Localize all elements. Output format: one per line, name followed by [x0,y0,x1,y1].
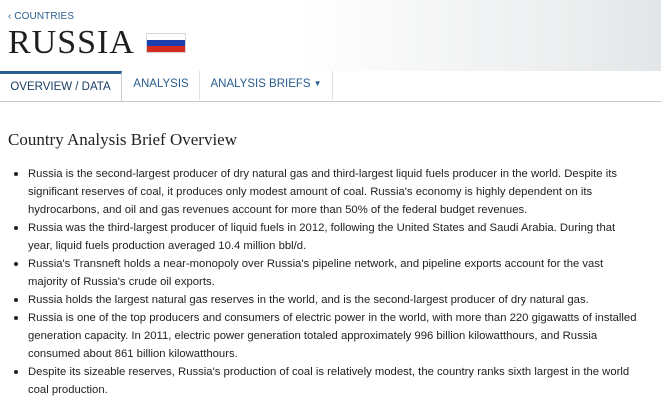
tab-label: OVERVIEW / DATA [10,81,111,93]
overview-bullet-list [11,165,641,399]
tab-label: ANALYSIS [133,78,189,90]
flag-stripe-red [147,46,185,52]
page-header [0,0,661,71]
list-item: Russia's Transneft holds a near-monopoly over Russia's pipeline network, and pipeline exports account for the vast majority of Russia's crude oil exports. [11,255,641,291]
tab-analysis-briefs[interactable] [200,71,333,100]
section-title: Country Analysis Brief Overview [8,130,237,149]
tab-label: ANALYSIS BRIEFS [210,78,311,90]
list-item: Russia holds the largest natural gas reserves in the world, and is the second-largest producer of dry natural gas. [11,291,641,309]
list-item: Russia is the second-largest producer of dry natural gas and third-largest liquid fuels producer in the world. Despite its significant reserves of coal, it produces only modest amount of coal. Russia's economy is highly dependent on its hydrocarbons, and oil and gas revenues account for more than 50% of the federal budget revenues. [11,165,641,219]
tab-bar [0,71,661,102]
caret-down-icon: ▼ [313,79,322,88]
russia-flag-icon [146,33,186,53]
list-item: Russia was the third-largest producer of liquid fuels in 2012, following the United States and Saudi Arabia. During that year, liquid fuels production averaged 10.4 million bbl/d. [11,219,641,255]
list-item: Despite its sizeable reserves, Russia's production of coal is relatively modest, the country ranks sixth largest in the world coal production. [11,363,641,399]
tab-overview-data[interactable] [0,71,122,101]
page-title: RUSSIA [8,24,135,61]
list-item: Russia is one of the top producers and consumers of electric power in the world, with more than 220 gigawatts of installed generation capacity. In 2011, electric power generation totaled approximately 996 billion kilowatthours, and Russia consumed about 861 billion kilowatthours. [11,309,641,363]
tab-analysis[interactable] [123,71,200,100]
back-to-countries-link[interactable]: ‹ COUNTRIES [8,11,75,22]
